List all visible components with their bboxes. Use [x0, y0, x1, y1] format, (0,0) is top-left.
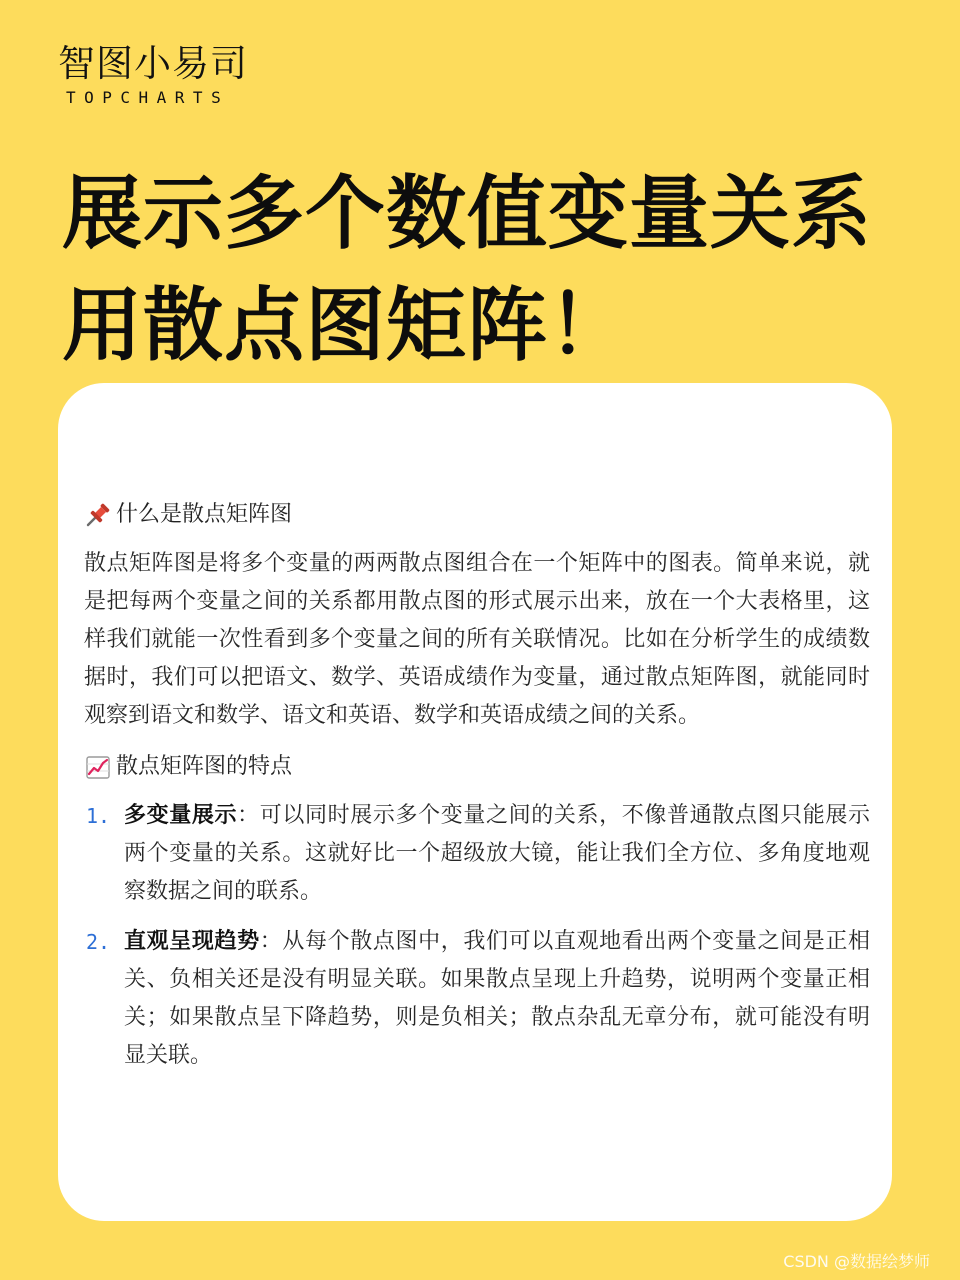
features-list: [84, 797, 870, 1075]
section-features-label: 散点矩阵图的特点: [116, 754, 293, 779]
content-card: [58, 383, 892, 1221]
section-what-title: [84, 495, 870, 535]
page-headline: [62, 158, 952, 382]
list-item-number: 2.: [86, 930, 111, 954]
list-item-text: ：从每个散点图中，我们可以直观地看出两个变量之间是正相关、负相关还是没有明显关联。如果散点呈现上升趋势，说明两个变量正相关；如果散点呈下降趋势，则是负相关；散点杂乱无章分布，就可能没有明显关联。: [124, 929, 870, 1068]
section-what-label: 什么是散点矩阵图: [116, 502, 293, 527]
list-item-text: ：可以同时展示多个变量之间的关系，不像普通散点图只能展示两个变量的关系。这就好比一个超级放大镜，能让我们全方位、多角度地观察数据之间的联系。: [124, 803, 870, 904]
list-item-number: 1.: [86, 804, 111, 828]
source-watermark: CSDN @数据绘梦师: [783, 1252, 930, 1271]
list-item: [84, 797, 870, 911]
pushpin-icon: [84, 501, 112, 529]
chart-increasing-icon: [84, 753, 112, 781]
list-item-term: 直观呈现趋势: [124, 929, 260, 954]
brand-logo: [58, 42, 258, 108]
section-what-body: 散点矩阵图是将多个变量的两两散点图组合在一个矩阵中的图表。简单来说，就是把每两个变量之间的关系都用散点图的形式展示出来，放在一个大表格里，这样我们就能一次性看到多个变量之间的所有关联情况。比如在分析学生的成绩数据时，我们可以把语文、数学、英语成绩作为变量，通过散点矩阵图，就能同时观察到语文和数学、语文和英语、数学和英语成绩之间的关系。: [84, 551, 870, 728]
list-item-term: 多变量展示: [124, 803, 238, 828]
section-features-title: [84, 747, 870, 787]
headline-line-2: 用散点图矩阵！: [62, 279, 629, 372]
brand-name-cn: 智图小易司: [58, 42, 248, 85]
headline-line-1: 展示多个数值变量关系: [62, 167, 872, 260]
brand-name-en: TOPCHARTS: [66, 88, 230, 107]
list-item: [84, 923, 870, 1075]
